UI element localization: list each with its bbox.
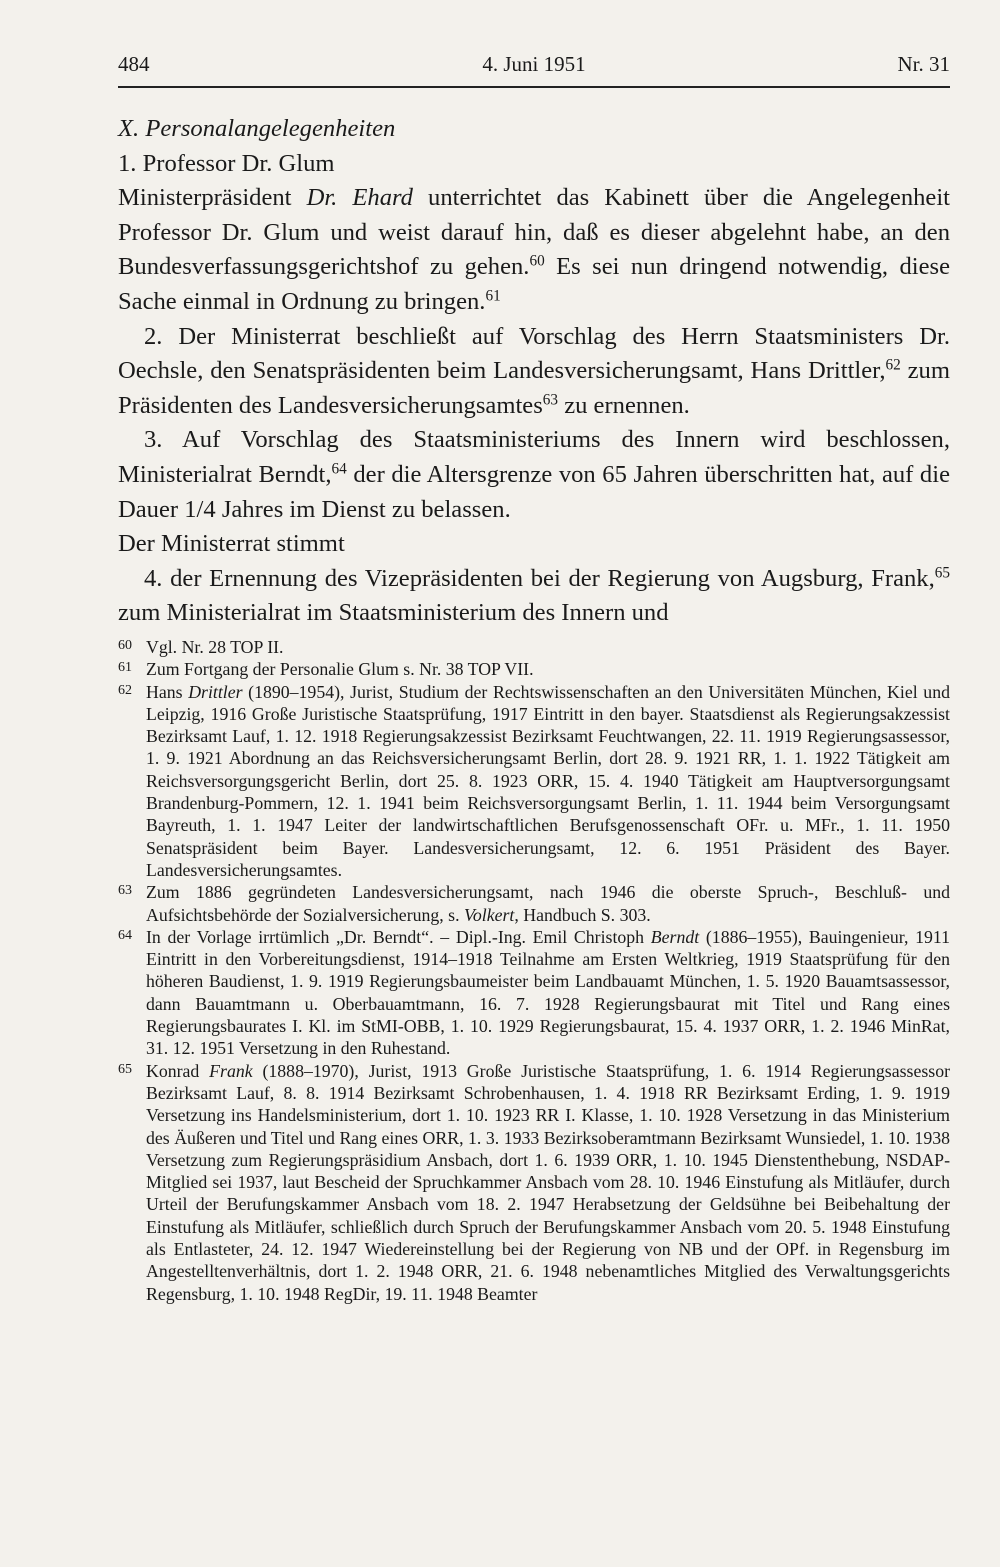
person-name: Dr. Ehard <box>306 184 413 212</box>
footnote-number: 64 <box>118 927 132 943</box>
footnote-64: 64 In der Vorlage irrtümlich „Dr. Berndt“. – Dipl.-Ing. Emil Christoph Berndt (1886–1955), Bauingenieur, 1911 Eintritt in den Vorbereitungsdienst, 1914–1918 Teilnahme am Ersten Weltkrieg, 1919 Staatsprüfung für den höheren Baudienst, 1. 9. 1919 Regierungsbaumeister beim Landbauamt München, 1. 5. 1920 Bauamtsassessor, dann Bauamtmann u. Oberbauamtmann, 16. 7. 1928 Regierungsbaurat mit Titel und Rang eines Regierungsbaurates I. Kl. im StMI-OBB, 1. 10. 1929 Regierungsbaurat, 15. 4. 1937 ORR, 1. 2. 1946 MinRat, 31. 12. 1951 Versetzung in den Ruhestand. <box>118 926 950 1059</box>
footnote-63: 63 Zum 1886 gegründeten Landesversicherungsamt, nach 1946 die oberste Spruch-, Beschluß- und Aufsichtsbehörde der Sozialversicherung, s. Volkert, Handbuch S. 303. <box>118 882 950 925</box>
footnote-ref[interactable]: 61 <box>485 287 501 305</box>
paragraph-item4: 4. der Ernennung des Vizepräsidenten bei der Regierung von Augsburg, Frank,$^{65}$ zum Ministerialrat im Staatsministerium des Innern und <box>118 564 950 627</box>
footnote-ref[interactable]: 60 <box>529 253 545 270</box>
footnote-ref[interactable]: 63 <box>542 391 559 409</box>
header-rule <box>118 86 950 88</box>
footnote-60: 60 Vgl. Nr. 28 TOP II. <box>118 637 284 657</box>
footnote-62: 62 Hans Drittler (1890–1954), Jurist, Studium der Rechtswissenschaften an den Universitäten München, Kiel und Leipzig, 1916 Große Juristische Staatsprüfung, 1917 Eintritt in den bayer. Staatsdienst als Regierungsakzessist Bezirksamt Lauf, 1. 12. 1918 Regierungsakzessist Bezirksamt Feuchtwangen, 22. 11. 1919 Regierungsassessor, 1. 9. 1921 Abordnung an das Reichsversicherungsamt Berlin, dort 28. 9. 1921 RR, 1. 1. 1922 Tätigkeit am Reichsversorgungsgericht Berlin, dort 25. 8. 1923 ORR, 15. 4. 1940 Tätigkeit am Hauptversorgungsamt Brandenburg-Pommern, 12. 1. 1941 beim Reichsversorgungsamt Berlin, 1. 11. 1944 beim Versorgungsamt Bayreuth, 1. 1. 1947 Leiter der landwirtschaftlichen Berufsgenossenschaft OFr. u. MFr., 1. 11. 1950 Senatspräsident beim Bayer. Landesversicherungsamt, 12. 6. 1951 Präsident des Bayer. Landesversicherungsamtes. <box>118 681 950 880</box>
footnote-ref[interactable]: 65 <box>934 564 950 582</box>
footnote-number: 63 <box>118 883 132 899</box>
consent-line: Der Ministerrat stimmt <box>118 530 345 558</box>
footnote-61: 61 Zum Fortgang der Personalie Glum s. Nr. 38 TOP VII. <box>118 659 534 680</box>
paragraph-item1: Ministerpräsident Dr. Ehard unterrichtet das Kabinett über die Angelegenheit Professor Dr. Glum und weist darauf hin, daß es dieser abgelehnt habe, an den Bundesverfassungsgerichtshof zu gehen.$^{60}$ Es sei nun dringend notwendig, diese Sache einmal in Ordnung zu bringen.$^{61}$ <box>118 184 950 315</box>
header-date: 4. Juni 1951 <box>482 52 586 76</box>
issue-number: Nr. 31 <box>897 52 950 76</box>
footnote-ref[interactable]: 62 <box>885 356 901 374</box>
paragraph-item2: 2. Der Ministerrat beschließt auf Vorschlag des Herrn Staatsministers Dr. Oechsle, den Senatspräsidenten beim Landesversicherungsamt, Hans Drittler,$^{62}$ zum Präsidenten des Landesversicherungsamtes$^{63}$ zu ernennen. <box>118 322 950 419</box>
footnotes <box>118 636 950 1305</box>
fraction: 1/4 <box>184 495 216 523</box>
footnote-ref[interactable]: 64 <box>331 460 347 478</box>
item1-title: 1. Professor Dr. Glum <box>118 149 335 177</box>
footnote-65: 65 Konrad Frank (1888–1970), Jurist, 1913 Große Juristische Staatsprüfung, 1. 6. 1914 Regierungsassessor Bezirksamt Lauf, 8. 8. 1914 Bezirksamt Schrobenhausen, 1. 4. 1918 RR Bezirksamt Erding, 1. 9. 1919 Versetzung ins Handelsministerium, dort 1. 10. 1923 RR I. Klasse, 1. 10. 1928 Versetzung in das Ministerium des Äußeren und Titel und Rang eines ORR, 1. 3. 1933 Bezirksoberamtmann Bezirksamt Wunsiedel, 1. 10. 1938 Versetzung zum Regierungspräsidium Ansbach, dort 1. 6. 1939 ORR, 1. 10. 1945 Dienstenthebung, NSDAP-Mitglied sei 1937, laut Bescheid der Spruchkammer Ansbach vom 28. 10. 1946 Einstufung als Mitläufer, durch Urteil der Berufungskammer Ansbach vom 18. 2. 1947 Herabsetzung der Geldsühne bei Beibehaltung der Einstufung als Mitläufer, schließlich durch Spruch der Berufungskammer Ansbach vom 20. 5. 1948 Einstufung als Entlasteter, 24. 12. 1947 Wiedereinstellung bei der Regierung von NB und der OPf. in Regensburg im Angestelltenverhältnis, dort 1. 2. 1948 ORR, 21. 6. 1948 nebenamtliches Mitglied des Verwaltungsgerichts Regensburg, 1. 10. 1948 RegDir, 19. 11. 1948 Beamter <box>118 1060 951 1304</box>
person-name: Drittler <box>188 681 243 702</box>
footnote-number: 65 <box>118 1061 132 1077</box>
footnote-number: 61 <box>118 660 132 676</box>
page-number: 484 <box>118 52 150 76</box>
section-title: X. Personalangelegenheiten <box>118 115 396 142</box>
footnote-number: 62 <box>118 682 132 698</box>
person-name: Berndt <box>650 926 700 947</box>
running-header <box>118 46 950 86</box>
person-name: Frank <box>209 1060 253 1081</box>
paragraph-item3: 3. Auf Vorschlag des Staatsministeriums des Innern wird beschlossen, Ministerialrat Berndt,$^{64}$ der die Altersgrenze von 65 Jahren überschritten hat, auf die Dauer 1/4 Jahres im Dienst zu belassen. <box>118 426 950 523</box>
footnote-number: 60 <box>118 638 132 653</box>
author-name: Volkert <box>464 904 515 925</box>
main-text <box>118 112 950 631</box>
